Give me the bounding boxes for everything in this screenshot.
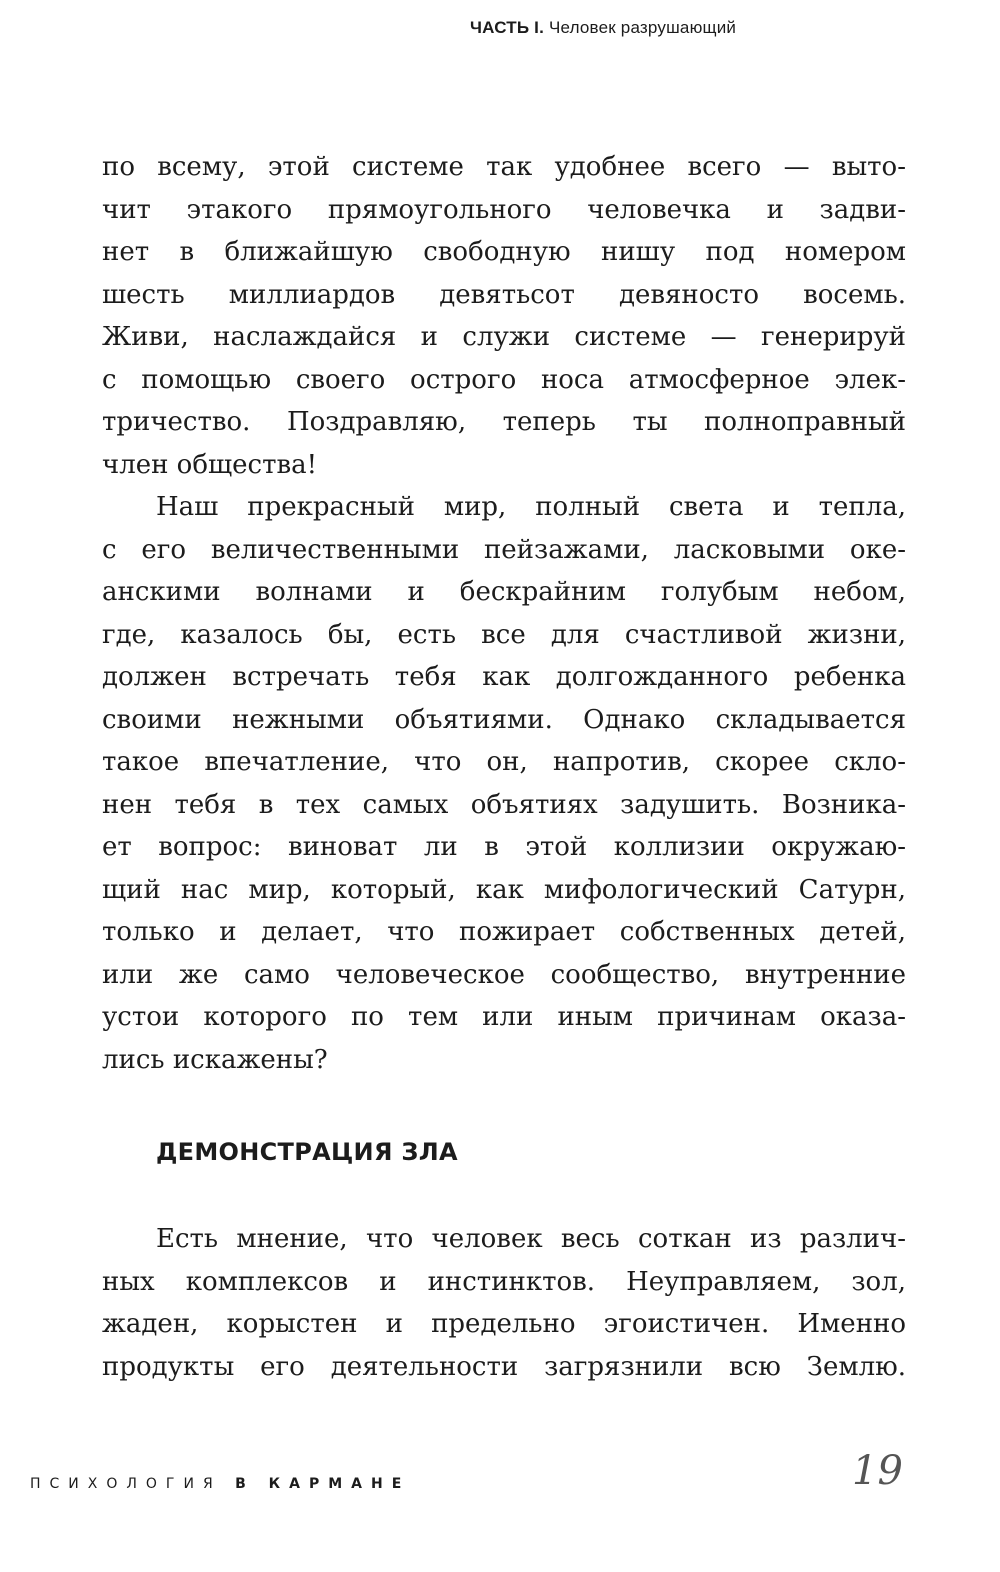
running-head-part: ЧАСТЬ I. [470, 18, 545, 37]
text-line: жаден, корыстен и предельно эгоистичен. Именно [102, 1309, 906, 1339]
text-line: продукты его деятельности загрязнили всю Землю. [102, 1351, 906, 1382]
text-line: нет в ближайшую свободную нишу под номером [102, 237, 906, 267]
text-line: должен встречать тебя как долгожданного ребенка [102, 662, 906, 692]
text-line: такое впечатление, что он, напротив, скорее скло- [102, 747, 906, 777]
text-line: устои которого по тем или иным причинам оказа- [102, 1002, 906, 1032]
text-line: Есть мнение, что человек весь соткан из различ- [156, 1224, 906, 1254]
text-line: ет вопрос: виноват ли в этой коллизии окружаю- [102, 832, 906, 862]
text-line: только и делает, что пожирает собственных детей, [102, 917, 906, 947]
text-line: чит этакого прямоугольного человечка и задви- [102, 194, 906, 225]
text-line: лись искажены? [102, 1044, 328, 1075]
text-line: Живи, наслаждайся и служи системе — генерируй [102, 322, 906, 352]
text-line: по всему, этой системе так удобнее всего — выто- [102, 152, 906, 182]
text-line: анскими волнами и бескрайним голубым небом, [102, 577, 906, 607]
text-line: член общества! [102, 449, 318, 480]
text-line: где, казалось бы, есть все для счастливой жизни, [102, 619, 906, 650]
footer-series-title [30, 1476, 410, 1492]
text-line: с его величественными пейзажами, ласковыми оке- [102, 534, 906, 565]
text-line: шесть миллиардов девятьсот девяносто восемь. [102, 279, 906, 310]
text-line: своими нежными объятиями. Однако складывается [102, 704, 906, 735]
body-text-top [102, 146, 906, 1081]
series-prefix: ПСИХОЛОГИЯ [30, 1476, 222, 1492]
series-accent: В КАРМАНЕ [235, 1476, 411, 1492]
page-number: 19 [852, 1448, 903, 1494]
text-line: с помощью своего острого носа атмосферное элек- [102, 364, 906, 395]
text-line: тричество. Поздравляю, теперь ты полноправный [102, 407, 906, 437]
text-line: Наш прекрасный мир, полный света и тепла, [156, 492, 906, 522]
running-head-title: Человек разрушающий [548, 18, 737, 37]
text-line: щий нас мир, который, как мифологический Сатурн, [102, 874, 906, 905]
text-line: или же само человеческое сообщество, внутренние [102, 959, 906, 990]
text-line: ных комплексов и инстинктов. Неуправляем, зол, [102, 1266, 906, 1297]
body-text-bottom [102, 1218, 906, 1388]
running-head [470, 18, 910, 38]
section-heading: ДЕМОНСТРАЦИЯ ЗЛА [156, 1138, 458, 1166]
text-line: нен тебя в тех самых объятиях задушить. Возника- [102, 789, 906, 820]
